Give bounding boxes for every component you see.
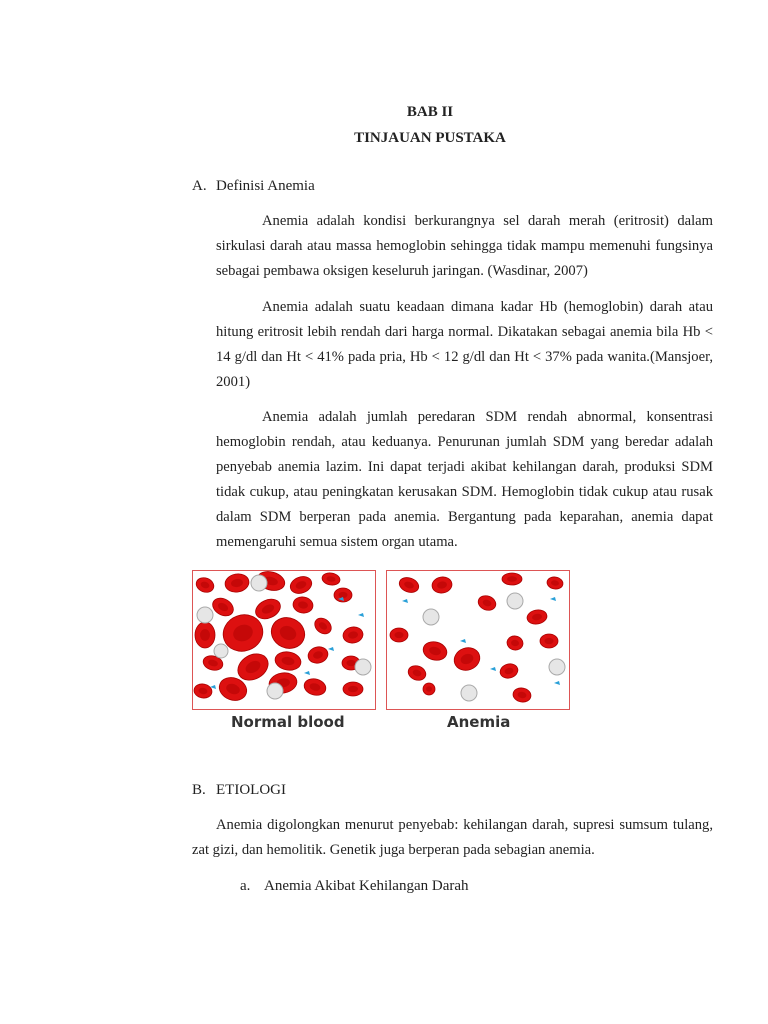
section-b-title: ETIOLOGI — [216, 782, 286, 798]
red-blood-cell — [423, 683, 435, 695]
platelet — [490, 667, 496, 671]
definition-paragraph-1: Anemia adalah kondisi berkurangnya sel darah merah (eritrosit) dalam sirkulasi darah atau massa hemoglobin sehingga tidak mampu memenuhi fungsinya sebagai pembawa oksigen keseluruh jaringan. (Wasdinar, 2007) — [216, 213, 713, 279]
section-a-letter: A. — [192, 178, 207, 194]
list-item-a — [240, 878, 469, 895]
section-b-letter: B. — [192, 782, 206, 798]
platelet — [550, 597, 556, 601]
white-blood-cell — [197, 607, 213, 623]
platelet — [460, 639, 466, 643]
white-blood-cell — [214, 644, 228, 658]
platelet — [358, 613, 364, 617]
white-blood-cell — [549, 659, 565, 675]
red-blood-cell — [512, 687, 532, 704]
anemia-blood-illustration — [386, 570, 570, 710]
normal-blood-caption: Normal blood — [231, 713, 345, 731]
red-blood-cell — [397, 575, 421, 595]
white-blood-cell — [507, 593, 523, 609]
red-blood-cell — [266, 612, 309, 654]
red-blood-cell — [476, 593, 498, 612]
section-a-title: Definisi Anemia — [216, 178, 315, 194]
red-blood-cell — [195, 622, 215, 648]
red-blood-cell — [209, 595, 236, 620]
normal-blood-illustration — [192, 570, 376, 710]
red-blood-cell — [292, 595, 314, 614]
red-blood-cell — [498, 662, 519, 680]
red-blood-cell — [312, 615, 335, 637]
red-blood-cell — [502, 573, 522, 585]
red-blood-cell — [194, 575, 216, 594]
red-blood-cell — [451, 644, 483, 674]
platelet — [554, 681, 560, 685]
red-blood-cell — [252, 595, 283, 622]
white-blood-cell — [461, 685, 477, 701]
definition-paragraph-2: Anemia adalah suatu keadaan dimana kadar Hb (hemoglobin) darah atau hitung eritrosit lebih rendah dari harga normal. Dikatakan sebagai anemia bila Hb < 14 g/dl dan Ht < 41% pada pria, Hb < 12 g/dl dan Ht < 37% pada wanita.(Mansjoer, 2001) — [216, 299, 713, 390]
list-item-a-text: Anemia Akibat Kehilangan Darah — [264, 878, 469, 894]
platelet — [402, 599, 408, 603]
white-blood-cell — [423, 609, 439, 625]
red-blood-cell — [224, 572, 251, 594]
section-a-heading — [192, 178, 315, 195]
white-blood-cell — [267, 683, 283, 699]
red-blood-cell — [274, 650, 303, 672]
red-blood-cell — [506, 635, 524, 652]
red-blood-cell — [421, 639, 449, 663]
red-blood-cell — [546, 576, 564, 591]
red-blood-cell — [540, 634, 558, 648]
red-blood-cell — [343, 682, 363, 696]
red-blood-cell — [302, 676, 327, 697]
platelet — [304, 671, 310, 675]
section-b-heading — [192, 782, 286, 799]
red-blood-cell — [431, 575, 453, 594]
red-blood-cell — [342, 625, 364, 644]
list-item-a-letter: a. — [240, 878, 251, 894]
anemia-caption: Anemia — [447, 713, 511, 731]
red-blood-cell — [306, 645, 329, 666]
red-blood-cell — [406, 663, 428, 682]
red-blood-cell — [321, 572, 341, 587]
white-blood-cell — [355, 659, 371, 675]
red-blood-cell — [193, 683, 213, 700]
red-blood-cell — [288, 574, 314, 597]
red-blood-cell — [526, 608, 548, 625]
etiologi-paragraph: Anemia digolongkan menurut penyebab: kehilangan darah, supresi sumsum tulang, zat gizi, dan hemolitik. Genetik juga berperan pada sebagian anemia. — [192, 817, 713, 858]
red-blood-cell — [390, 628, 408, 642]
white-blood-cell — [251, 575, 267, 591]
definition-paragraph-3: Anemia adalah jumlah peredaran SDM rendah abnormal, konsentrasi hemoglobin rendah, atau keduanya. Penurunan jumlah SDM yang beredar adalah penyebab anemia lazim. Ini dapat terjadi akibat kehilangan darah, produksi SDM tidak cukup, atau peningkatan kerusakan SDM. Hemoglobin tidak cukup atau rusak dalam SDM berperan pada anemia. Bergantung pada keparahan, anemia dapat memengaruhi semua sistem organ utama. — [216, 409, 713, 550]
chapter-subtitle: TINJAUAN PUSTAKA — [354, 130, 506, 146]
platelet — [328, 647, 334, 651]
chapter-title: BAB II — [406, 104, 454, 120]
